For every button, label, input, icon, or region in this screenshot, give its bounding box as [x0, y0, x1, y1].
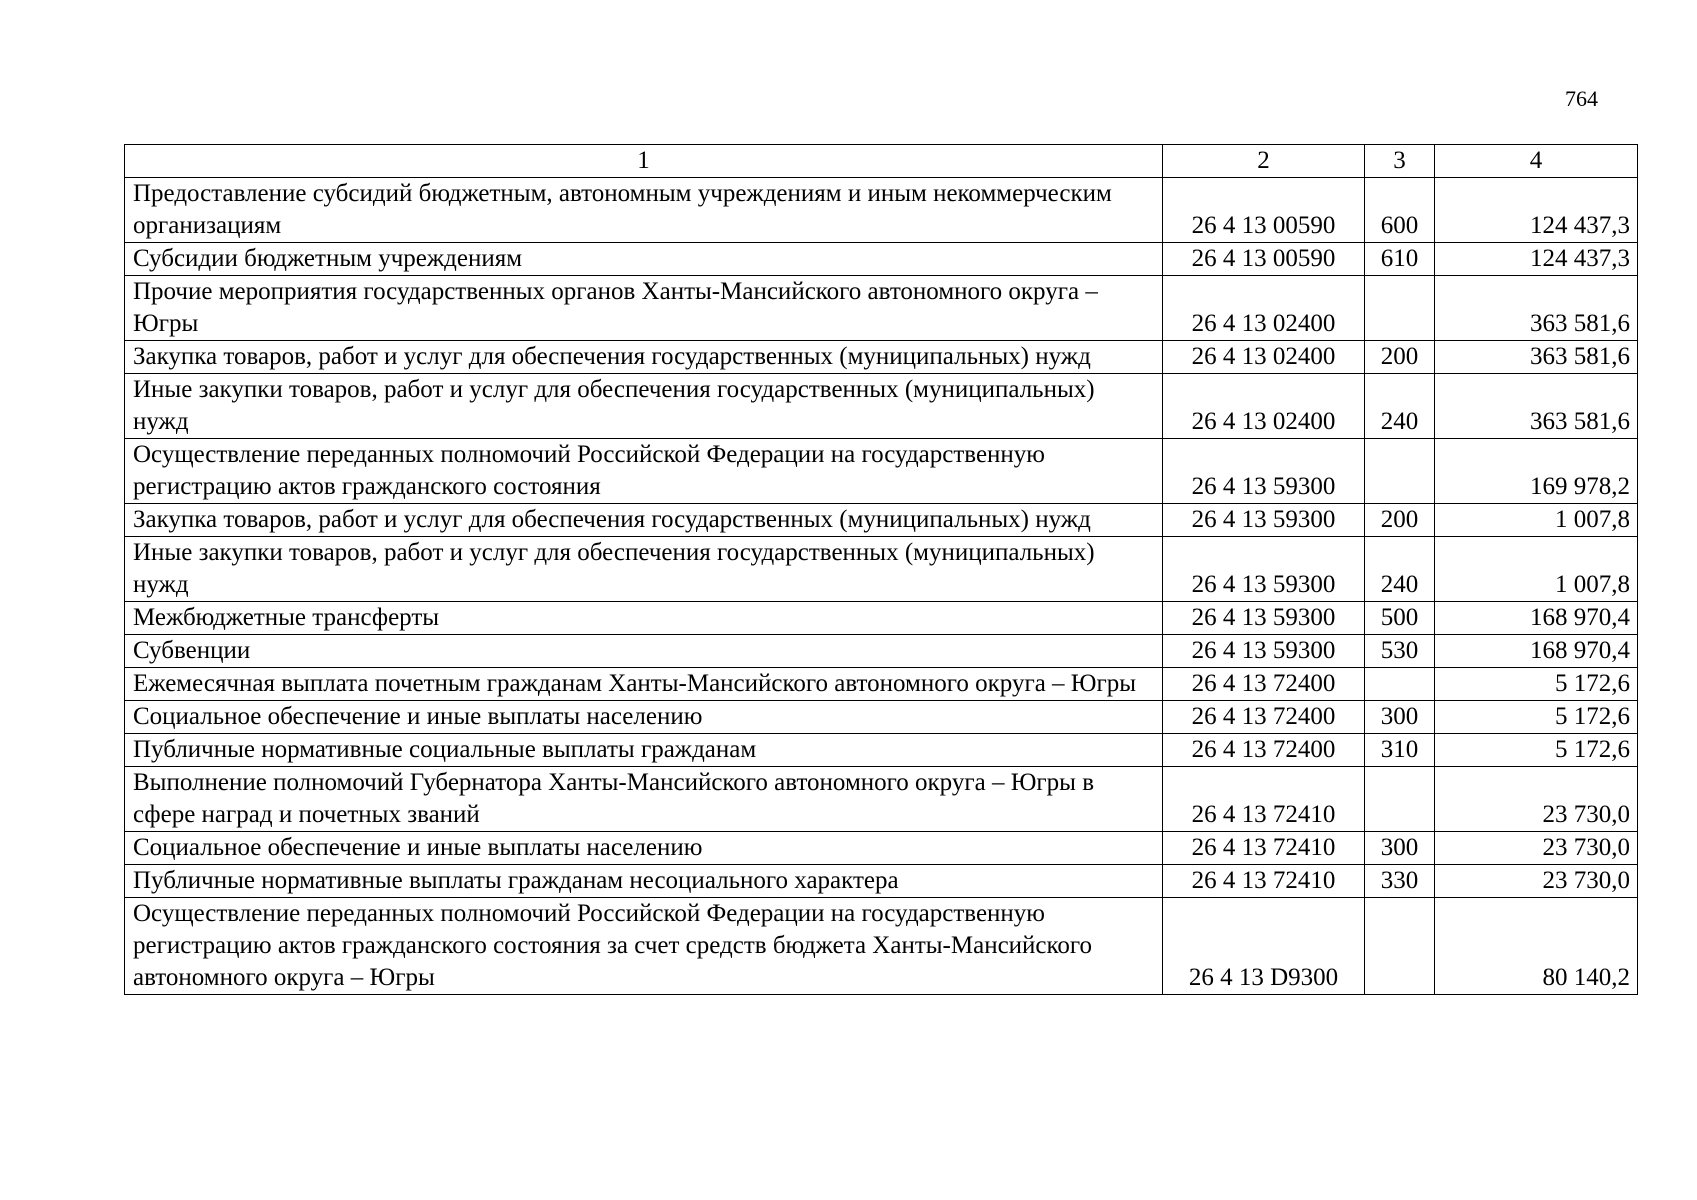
table-row [125, 898, 1638, 995]
row-name-cell: Закупка товаров, работ и услуг для обеспечения государственных (муниципальных) нужд [125, 341, 1163, 374]
row-name-cell: Прочие мероприятия государственных органов Ханты-Мансийского автономного округа – Югры [125, 276, 1163, 341]
column-header-4: 4 [1435, 145, 1638, 178]
row-code-cell: 26 4 13 72410 [1163, 832, 1365, 865]
table-row [125, 832, 1638, 865]
row-code-cell: 26 4 13 72400 [1163, 734, 1365, 767]
row-amount-cell: 5 172,6 [1435, 668, 1638, 701]
row-code-cell: 26 4 13 59300 [1163, 504, 1365, 537]
table-row [125, 865, 1638, 898]
row-amount-cell: 168 970,4 [1435, 635, 1638, 668]
row-name-cell: Публичные нормативные социальные выплаты гражданам [125, 734, 1163, 767]
row-name-cell: Выполнение полномочий Губернатора Ханты-Мансийского автономного округа – Югры в сфере наград и почетных званий [125, 767, 1163, 832]
table-row [125, 602, 1638, 635]
row-kind-cell: 240 [1365, 537, 1435, 602]
row-name-cell: Закупка товаров, работ и услуг для обеспечения государственных (муниципальных) нужд [125, 504, 1163, 537]
row-name-cell: Осуществление переданных полномочий Российской Федерации на государственную регистрацию актов гражданского состояния за счет средств бюджета Ханты-Мансийского автономного округа – Югры [125, 898, 1163, 995]
row-amount-cell: 169 978,2 [1435, 439, 1638, 504]
column-header-3: 3 [1365, 145, 1435, 178]
table-row [125, 635, 1638, 668]
table-row [125, 767, 1638, 832]
table-row [125, 178, 1638, 243]
row-name-cell: Социальное обеспечение и иные выплаты населению [125, 832, 1163, 865]
row-amount-cell: 363 581,6 [1435, 374, 1638, 439]
row-amount-cell: 23 730,0 [1435, 832, 1638, 865]
row-amount-cell: 168 970,4 [1435, 602, 1638, 635]
table-row [125, 243, 1638, 276]
row-amount-cell: 363 581,6 [1435, 341, 1638, 374]
table-row [125, 701, 1638, 734]
row-name-cell: Предоставление субсидий бюджетным, автономным учреждениям и иным некоммерческим организациям [125, 178, 1163, 243]
row-code-cell: 26 4 13 59300 [1163, 635, 1365, 668]
row-kind-cell: 610 [1365, 243, 1435, 276]
row-amount-cell: 23 730,0 [1435, 767, 1638, 832]
column-header-1: 1 [125, 145, 1163, 178]
row-amount-cell: 80 140,2 [1435, 898, 1638, 995]
row-name-cell: Иные закупки товаров, работ и услуг для обеспечения государственных (муниципальных) нужд [125, 374, 1163, 439]
row-kind-cell: 600 [1365, 178, 1435, 243]
row-kind-cell [1365, 668, 1435, 701]
page-number: 764 [1565, 86, 1598, 111]
row-kind-cell [1365, 276, 1435, 341]
row-code-cell: 26 4 13 59300 [1163, 439, 1365, 504]
row-kind-cell: 310 [1365, 734, 1435, 767]
row-name-cell: Публичные нормативные выплаты гражданам несоциального характера [125, 865, 1163, 898]
table-row [125, 439, 1638, 504]
row-code-cell: 26 4 13 72410 [1163, 767, 1365, 832]
row-kind-cell [1365, 898, 1435, 995]
row-code-cell: 26 4 13 02400 [1163, 341, 1365, 374]
row-amount-cell: 23 730,0 [1435, 865, 1638, 898]
row-code-cell: 26 4 13 00590 [1163, 243, 1365, 276]
row-code-cell: 26 4 13 02400 [1163, 276, 1365, 341]
row-amount-cell: 363 581,6 [1435, 276, 1638, 341]
row-name-cell: Межбюджетные трансферты [125, 602, 1163, 635]
row-amount-cell: 1 007,8 [1435, 504, 1638, 537]
row-kind-cell: 500 [1365, 602, 1435, 635]
row-amount-cell: 124 437,3 [1435, 178, 1638, 243]
row-code-cell: 26 4 13 72410 [1163, 865, 1365, 898]
row-kind-cell: 330 [1365, 865, 1435, 898]
row-name-cell: Субсидии бюджетным учреждениям [125, 243, 1163, 276]
row-name-cell: Иные закупки товаров, работ и услуг для обеспечения государственных (муниципальных) нужд [125, 537, 1163, 602]
row-code-cell: 26 4 13 00590 [1163, 178, 1365, 243]
row-name-cell: Субвенции [125, 635, 1163, 668]
row-code-cell: 26 4 13 02400 [1163, 374, 1365, 439]
row-kind-cell: 200 [1365, 504, 1435, 537]
row-kind-cell: 200 [1365, 341, 1435, 374]
table-row [125, 668, 1638, 701]
row-kind-cell: 300 [1365, 701, 1435, 734]
row-name-cell: Осуществление переданных полномочий Российской Федерации на государственную регистрацию актов гражданского состояния [125, 439, 1163, 504]
column-header-2: 2 [1163, 145, 1365, 178]
row-kind-cell [1365, 439, 1435, 504]
row-amount-cell: 5 172,6 [1435, 701, 1638, 734]
table-row [125, 734, 1638, 767]
row-name-cell: Ежемесячная выплата почетным гражданам Ханты-Мансийского автономного округа – Югры [125, 668, 1163, 701]
row-name-cell: Социальное обеспечение и иные выплаты населению [125, 701, 1163, 734]
row-amount-cell: 124 437,3 [1435, 243, 1638, 276]
row-code-cell: 26 4 13 72400 [1163, 668, 1365, 701]
row-kind-cell: 240 [1365, 374, 1435, 439]
table-header-row [125, 145, 1638, 178]
row-amount-cell: 1 007,8 [1435, 537, 1638, 602]
row-code-cell: 26 4 13 59300 [1163, 537, 1365, 602]
row-code-cell: 26 4 13 D9300 [1163, 898, 1365, 995]
table-row [125, 374, 1638, 439]
row-code-cell: 26 4 13 59300 [1163, 602, 1365, 635]
table-body [125, 178, 1638, 995]
table-row [125, 276, 1638, 341]
table-row [125, 537, 1638, 602]
row-kind-cell: 530 [1365, 635, 1435, 668]
budget-table [124, 144, 1638, 995]
row-kind-cell [1365, 767, 1435, 832]
row-amount-cell: 5 172,6 [1435, 734, 1638, 767]
row-code-cell: 26 4 13 72400 [1163, 701, 1365, 734]
table-row [125, 504, 1638, 537]
table-row [125, 341, 1638, 374]
row-kind-cell: 300 [1365, 832, 1435, 865]
